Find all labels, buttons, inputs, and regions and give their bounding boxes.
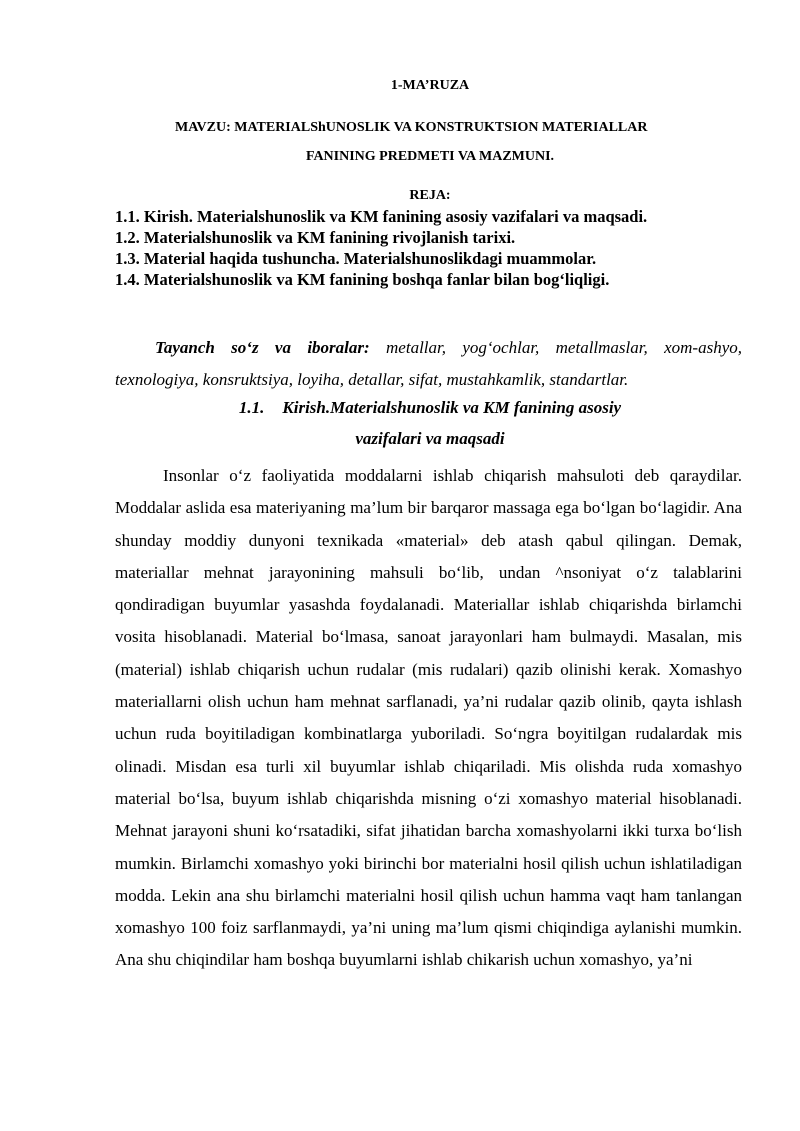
topic-title-line-1: MAVZU: MATERIALShUNOSLIK VA KONSTRUKTSION MATERIALLAR [175, 120, 648, 135]
body-paragraph: Insonlar o‘z faoliyatida moddalarni ishlab chiqarish mahsuloti deb qaraydilar. Moddalar aslida esa materiyaning ma’lum bir barqaror massaga ega bo‘lgan bo‘lagidir. Ana shunday moddiy dunyoni texnikada «material» deb atash qabul qilingan. Demak, materiallar mehnat jarayonining mahsuli bo‘lib, undan ^nsoniyat o‘z talablarini qondiradigan buyumlar yasashda foydalanadi. Materiallar ishlab chiqarishda birlamchi vosita hisoblanadi. Material bo‘lmasa, sanoat jarayonlari ham bulmaydi. Masalan, mis (material) ishlab chiqarish uchun rudalar (mis rudalari) qazib olinishi kerak. Xomashyo materiallarni olish uchun ham mehnat sarflanadi, ya’ni rudalar qazib olinib, qayta ishlash uchun ruda boyitiladigan kombinatlarga yuboriladi. So‘ngra boyitilgan rudalardak mis olinadi. Misdan esa turli xil buyumlar ishlab chiqariladi. Mis olishda ruda xomashyo material bo‘lsa, buyum ishlab chiqarishda misning o‘zi xomashyo material hisoblanadi. Mehnat jarayoni shuni ko‘rsatadiki, sifat jihatidan barcha xomashyolarni ikki turxa bo‘lish mumkin. Birlamchi xomashyo yoki birinchi bor materialni hosil qilish uchun ishlatiladigan modda. Lekin ana shu birlamchi materialni hosil qilish uchun hamma vaqt ham tanlangan xomashyo 100 foiz sarflanmaydi, ya’ni uning ma’lum qismi chiqindiga aylanishi mumkin. Ana shu chiqindilar ham boshqa buyumlarni ishlab chikarish uchun xomashyo, ya’ni [115, 466, 742, 970]
plan-item: 1.4. Materialshunoslik va KM fanining boshqa fanlar bilan bog‘liqligi. [115, 270, 610, 289]
plan-list [115, 206, 647, 290]
section-heading-line-2: vazifalari va maqsadi [355, 429, 505, 448]
plan-item: 1.1. Kirish. Materialshunoslik va KM fanining asosiy vazifalari va maqsadi. [115, 207, 648, 226]
section-heading-line-1 [0, 398, 800, 418]
keywords-paragraph [115, 332, 742, 396]
plan-item: 1.3. Material haqida tushuncha. Materialshunoslikdagi muammolar. [115, 249, 597, 268]
section-title: Kirish.Materialshunoslik va KM fanining asosiy [282, 398, 622, 417]
lecture-title: 1-MA’RUZA [390, 78, 470, 93]
keywords-label: Tayanch so‘z va iboralar: [155, 338, 370, 357]
plan-item: 1.2. Materialshunoslik va KM fanining rivojlanish tarixi. [115, 228, 516, 247]
keywords-text: metallar, yog‘ochlar, metallmaslar, xom-ashyo, texnologiya, konsruktsiya, loyiha, detallar, sifat, mustahkamlik, standartlar. [115, 338, 742, 389]
topic-title-line-2: FANINING PREDMETI VA MAZMUNI. [305, 149, 555, 164]
section-number: 1.1. [238, 398, 265, 417]
plan-heading: REJA: [409, 188, 451, 203]
